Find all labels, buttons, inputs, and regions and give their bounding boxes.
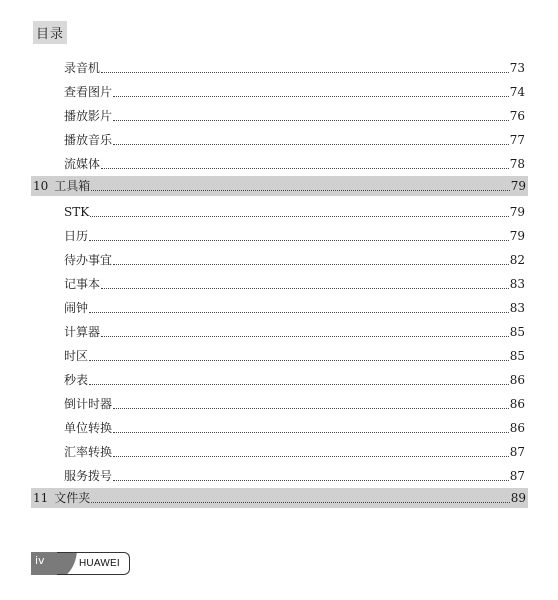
page-footer <box>31 552 130 575</box>
toc-entry-title: 播放音乐 <box>64 133 113 147</box>
toc-entry-title: 流媒体 <box>64 157 101 171</box>
toc-page-number: 85 <box>509 349 525 363</box>
table-of-contents <box>31 54 528 510</box>
toc-page-number: 89 <box>510 491 526 505</box>
brand-logo <box>57 552 130 575</box>
toc-page-number: 79 <box>510 179 526 193</box>
toc-page-number: 76 <box>509 109 525 123</box>
toc-dot-leader <box>101 324 509 337</box>
logo-swoosh-icon <box>57 552 77 575</box>
toc-dot-leader <box>91 490 509 503</box>
toc-entry-title: 工具箱 <box>54 179 91 193</box>
toc-dot-leader <box>113 108 509 121</box>
toc-entry-row[interactable] <box>31 78 528 102</box>
page-title: 目录 <box>33 21 67 44</box>
toc-entry-title: 秒表 <box>64 373 89 387</box>
toc-page-number: 79 <box>509 229 525 243</box>
toc-dot-leader <box>113 84 509 97</box>
toc-page-number: 83 <box>509 277 525 291</box>
toc-entry-row[interactable] <box>31 342 528 366</box>
toc-entry-row[interactable] <box>31 150 528 174</box>
toc-entry-title: 闹钟 <box>64 301 89 315</box>
toc-entry-row[interactable] <box>31 270 528 294</box>
toc-page-number: 86 <box>509 397 525 411</box>
toc-page-number: 86 <box>509 373 525 387</box>
toc-entry-title: 计算器 <box>64 325 101 339</box>
toc-page-number: 83 <box>509 301 525 315</box>
toc-dot-leader <box>89 228 509 241</box>
toc-entry-title: 单位转换 <box>64 421 113 435</box>
toc-dot-leader <box>113 420 509 433</box>
toc-page-number: 87 <box>509 469 525 483</box>
toc-entry-row[interactable] <box>31 126 528 150</box>
toc-dot-leader <box>101 60 509 73</box>
toc-dot-leader <box>113 252 509 265</box>
toc-entry-row[interactable] <box>31 54 528 78</box>
toc-page-number: 86 <box>509 421 525 435</box>
toc-entry-title: 服务拨号 <box>64 469 113 483</box>
brand-name: HUAWEI <box>79 558 120 569</box>
toc-chapter-number: 10 <box>33 179 49 193</box>
toc-chapter-row[interactable] <box>31 488 528 508</box>
toc-entry-row[interactable] <box>31 366 528 390</box>
toc-entry-row[interactable] <box>31 462 528 486</box>
toc-entry-row[interactable] <box>31 198 528 222</box>
toc-entry-row[interactable] <box>31 294 528 318</box>
toc-page-number: 77 <box>509 133 525 147</box>
toc-page-number: 85 <box>509 325 525 339</box>
toc-entry-title: 播放影片 <box>64 109 113 123</box>
toc-dot-leader <box>91 178 509 191</box>
toc-page-number: 87 <box>509 445 525 459</box>
toc-page-number: 78 <box>509 157 525 171</box>
toc-entry-title: 记事本 <box>64 277 101 291</box>
toc-entry-title: 汇率转换 <box>64 445 113 459</box>
toc-page-number: 82 <box>509 253 525 267</box>
toc-dot-leader <box>89 372 509 385</box>
toc-entry-title: 文件夹 <box>54 491 91 505</box>
toc-entry-row[interactable] <box>31 222 528 246</box>
toc-entry-title: STK <box>64 205 90 219</box>
toc-dot-leader <box>101 156 509 169</box>
toc-entry-title: 日历 <box>64 229 89 243</box>
toc-entry-row[interactable] <box>31 438 528 462</box>
toc-entry-row[interactable] <box>31 318 528 342</box>
toc-dot-leader <box>90 204 509 217</box>
toc-dot-leader <box>89 300 509 313</box>
toc-page-number: 79 <box>509 205 525 219</box>
toc-dot-leader <box>113 132 509 145</box>
toc-entry-title: 时区 <box>64 349 89 363</box>
footer-page-number: iv <box>31 552 57 575</box>
toc-dot-leader <box>101 276 509 289</box>
toc-entry-title: 待办事宜 <box>64 253 113 267</box>
toc-entry-title: 查看图片 <box>64 85 113 99</box>
toc-dot-leader <box>113 396 509 409</box>
toc-chapter-row[interactable] <box>31 176 528 196</box>
toc-entry-title: 倒计时器 <box>64 397 113 411</box>
toc-dot-leader <box>113 444 509 457</box>
toc-entry-row[interactable] <box>31 102 528 126</box>
toc-entry-row[interactable] <box>31 414 528 438</box>
toc-page-number: 73 <box>509 61 525 75</box>
toc-entry-row[interactable] <box>31 246 528 270</box>
toc-entry-row[interactable] <box>31 390 528 414</box>
toc-entry-title: 录音机 <box>64 61 101 75</box>
toc-dot-leader <box>113 468 509 481</box>
toc-chapter-number: 11 <box>33 491 49 505</box>
toc-dot-leader <box>89 348 509 361</box>
toc-page-number: 74 <box>509 85 525 99</box>
